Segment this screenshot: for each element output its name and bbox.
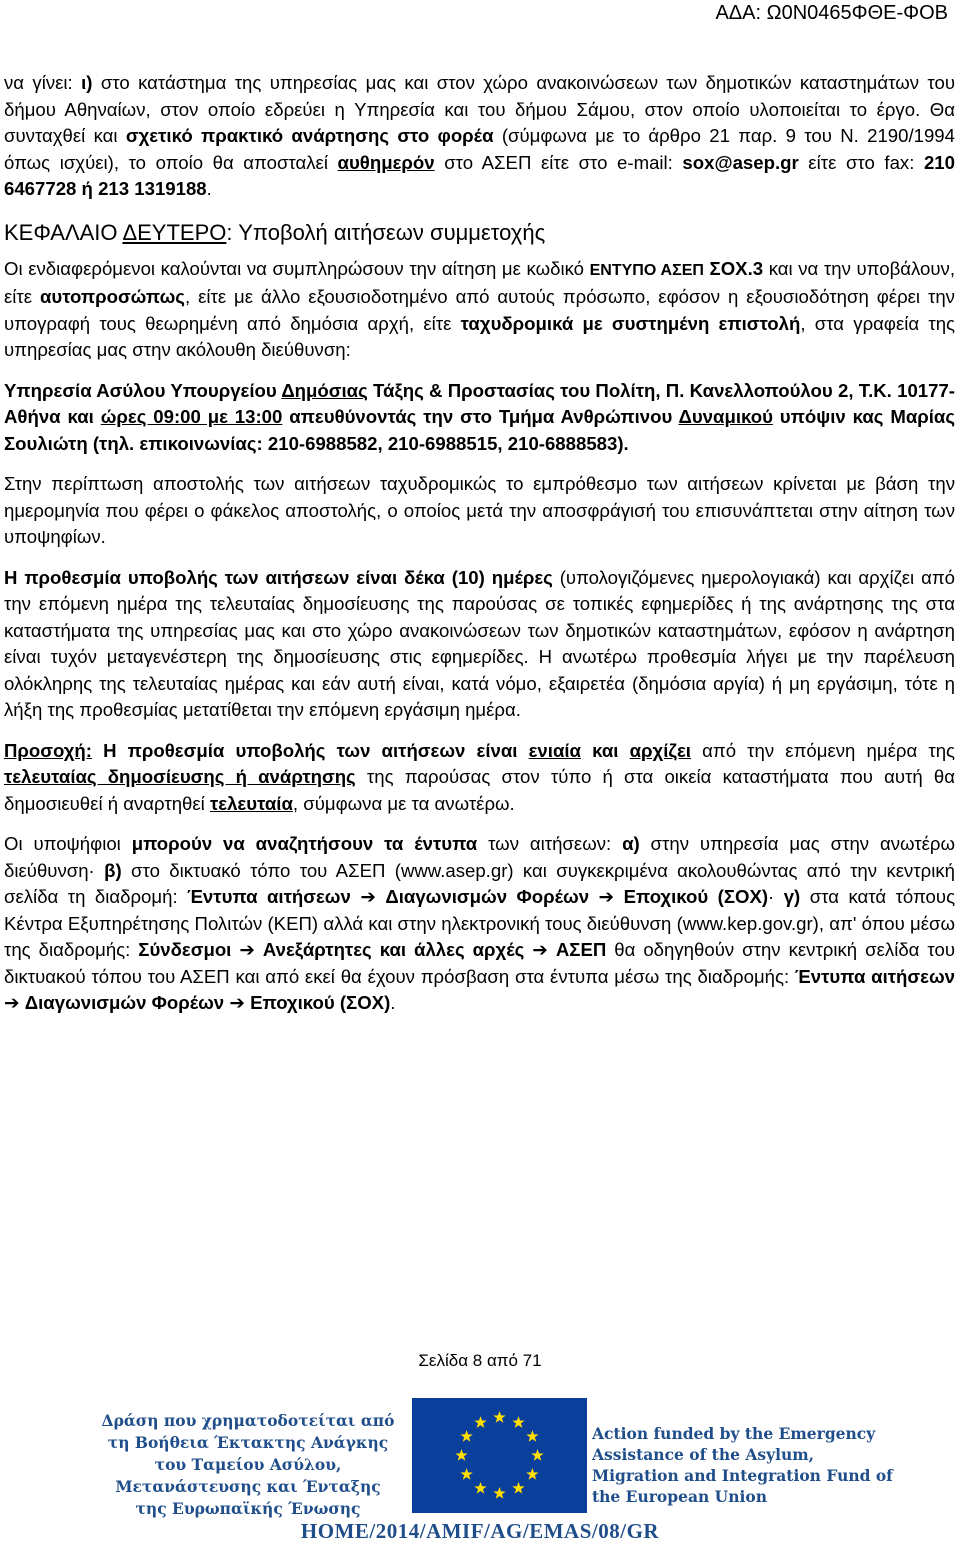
form-code: ΕΝΤΥΠΟ ΑΣΕΠ [589, 261, 704, 279]
text: Εποχικού (ΣΟΧ) [623, 886, 769, 907]
text: β) [104, 859, 122, 881]
star-icon [474, 1482, 486, 1494]
text: (σύμφωνα με το άρθρο 21 παρ. 9 του Ν. 2190/1994 όπως ισχύει), το οποίο θα αποσταλεί [4, 125, 955, 173]
text: Υπηρεσία Ασύλου Υπουργείου [4, 379, 282, 401]
star-icon [493, 1487, 505, 1499]
text: θα οδηγηθούν στην κεντρική σελίδα του δικτυακού τόπου του ΑΣΕΠ και από εκεί θα έχουν πρόσβαση στα έντυπα μέσω της διαδρομής: [4, 939, 955, 987]
text: υπόψιν κας Μαρίας Σουλιώτη (τηλ. επικοινωνίας: 210-6988582, 210-6988515, 210-6888583). [4, 406, 956, 454]
text: αυτοπροσώπως [39, 286, 185, 307]
star-icon [455, 1449, 467, 1461]
text: Δυναμικού [678, 406, 773, 427]
star-icon [474, 1416, 486, 1428]
text: είτε στο fax: [798, 151, 924, 173]
text: , είτε με άλλο εξουσιοδοτημένο από αυτούς πρόσωπο, εφόσον η εξουσιοδότηση φέρει την υπογραφή τους θεωρημένη από δημόσια αρχή, είτε [4, 286, 955, 334]
text: ταχυδρομικά με συστημένη επιστολή [460, 312, 801, 334]
text: τελευταίας δημοσίευσης ή ανάρτησης [4, 766, 356, 787]
text: Οι υποψήφιοι [4, 833, 132, 854]
text: από την επόμενη ημέρα της [690, 739, 955, 761]
document-body [4, 70, 955, 1031]
text: . [390, 992, 396, 1013]
text: Τάξης & Προστασίας του Πολίτη, Π. Κανελλοπούλου 2, Τ.Κ. 10177- Αθήνα και [4, 379, 955, 427]
text: αυθημερόν [337, 151, 435, 173]
ada-code: ΑΔΑ: Ω0Ν0465ΦΘΕ-ΦΟΒ [715, 2, 948, 24]
paragraph-submission [4, 256, 955, 364]
text: στο κατάστημα της υπηρεσίας μας και στον χώρο ανακοινώσεων των δημοτικών καταστημάτων του δήμου Αθηναίων, στον οποίο εδρεύει η Υπηρεσία και του δήμου Σάμου, στον οποίο υλοποιείται το έργο. Θα συνταχθεί και [4, 72, 955, 146]
arrow-right-icon: ➔ [598, 886, 615, 907]
text: Διαγωνισμών Φορέων [24, 992, 225, 1013]
heading-rest: : Υποβολή αιτήσεων συμμετοχής [226, 219, 546, 245]
text: Διαγωνισμών Φορέων [385, 886, 590, 907]
paragraph-notice [4, 738, 955, 818]
text: των αιτήσεων: [477, 833, 623, 854]
paragraph-postal: Στην περίπτωση αποστολής των αιτήσεων ταχυδρομικώς το εμπρόθεσμο των αιτήσεων κρίνεται με βάση την ημερομηνία που φέρει ο φάκελος αποστολής, ο οποίος μετά την αποσφράγισή του επισυνάπτεται στην αίτηση των υποψηφίων. [4, 473, 955, 547]
star-icon [493, 1411, 505, 1423]
eu-flag-icon [412, 1398, 587, 1513]
footer-text-greek: Δράση που χρηματοδοτείται από τη Βοήθεια Έκτακτης Ανάγκης του Ταμείου Ασύλου, Μετανάστευσης και Ένταξης της Ευρωπαϊκής Ένωσης [101, 1411, 395, 1518]
text: της παρούσας στον τύπο ή στα οικεία καταστήματα που αυτή θα δημοσιευθεί ή αναρτηθεί [4, 766, 955, 814]
text: α) [622, 833, 640, 854]
arrow-right-icon: ➔ [229, 992, 245, 1013]
footer-text-english: Action funded by the Emergency Assistance of the Asylum, Migration and Integration Fund of the European Union [592, 1424, 893, 1506]
text: ι) [81, 72, 93, 93]
arrow-right-icon: ➔ [4, 992, 20, 1013]
text: τελευταία [209, 792, 293, 814]
text: , στα γραφεία της υπηρεσίας μας στην ακόλουθη διεύθυνση: [4, 312, 955, 360]
paragraph-forms [4, 831, 955, 1017]
star-icon [531, 1449, 543, 1461]
text: Η προθεσμία υποβολής των αιτήσεων είναι δέκα (10) ημέρες [4, 566, 553, 588]
text: στο ΑΣΕΠ είτε στο e-mail: [434, 151, 683, 173]
text: . [206, 178, 212, 199]
star-icon [460, 1468, 472, 1480]
text: στο δικτυακό τόπο του ΑΣΕΠ (www.asep.gr) και συγκεκριμένα ακολουθώντας από την κεντρική σελίδα τη διαδρομή: [4, 859, 955, 907]
text: Έντυπα αιτήσεων [794, 965, 955, 987]
chapter-heading [4, 218, 955, 248]
text: να γίνει: [4, 72, 82, 93]
eu-flag-stars [412, 1398, 587, 1513]
office-hours: ώρες 09:00 με 13:00 [100, 406, 283, 427]
text: Δημόσιας [281, 379, 368, 401]
text: γ) [783, 886, 801, 907]
star-icon [512, 1416, 524, 1428]
text: αρχίζει [629, 739, 691, 761]
text: Η προθεσμία υποβολής των αιτήσεων είναι [91, 739, 529, 761]
heading-prefix: ΚΕΦΑΛΑΙΟ [4, 219, 123, 245]
page-number: Σελίδα 8 από 71 [418, 1351, 542, 1370]
heading-underlined: ΔΕΥΤΕΡΟ [122, 219, 227, 245]
arrow-right-icon: ➔ [532, 939, 548, 960]
footer [0, 1395, 960, 1555]
text: στα κατά τόπους Κέντρα Εξυπηρέτησης Πολιτών (ΚΕΠ) αλλά και στην ηλεκτρονική τους διεύθυνση (www.kep.gov.gr), απ' όπου μέσω της διαδρομής: [4, 886, 956, 960]
text: ενιαία [528, 739, 581, 761]
text: Ανεξάρτητες και άλλες αρχές [262, 939, 525, 960]
text: , σύμφωνα με τα ανωτέρω. [292, 792, 515, 814]
text: (υπολογιζόμενες ημερολογιακά) και αρχίζει από την επόμενη ημέρα της τελευταίας δημοσίευσης της παρούσας σε τοπικές εφημερίδες ή της ανάρτησης της στα καταστήματα της υπηρεσίας μας και στο χώρο ανακοινώσεων των δημοτικών καταστημάτων, εφόσον η ανάρτηση είναι τυχόν μεταγενέστερη της δημοσίευσης στις εφημερίδες. Η ανωτέρω προθεσμία λήγει με την παρέλευση ολόκληρης της τελευταίας ημέρας και εάν αυτή είναι, κατά νόμο, εξαιρετέα (δημόσια αργία) ή μη εργάσιμη, τότε η λήξη της προθεσμίας μετατίθεται την επόμενη εργάσιμη ημέρα. [4, 566, 956, 720]
text: · [768, 886, 784, 907]
notice-label: Προσοχή: [4, 739, 92, 761]
arrow-right-icon: ➔ [360, 886, 376, 907]
text: Οι ενδιαφερόμενοι καλούνται να συμπληρώσουν την αίτηση με κωδικό [4, 257, 590, 279]
text: και να την υποβάλουν, είτε [4, 257, 956, 307]
arrow-right-icon: ➔ [239, 939, 255, 960]
star-icon [512, 1482, 524, 1494]
text: μπορούν να αναζητήσουν τα έντυπα [131, 833, 478, 854]
text: Σύνδεσμοι [138, 939, 232, 960]
star-icon [526, 1430, 538, 1442]
text: Έντυπα αιτήσεων [187, 886, 351, 907]
project-code: HOME/2014/AMIF/AG/EMAS/08/GR [300, 1519, 660, 1543]
paragraph-deadline [4, 565, 955, 724]
paragraph-address [4, 378, 955, 458]
text: σχετικό πρακτικό ανάρτησης στο φορέα [125, 125, 494, 146]
text: ΑΣΕΠ [555, 939, 607, 960]
star-icon [526, 1468, 538, 1480]
star-icon [460, 1430, 472, 1442]
fax-numbers: 210 6467728 ή 213 1319188 [4, 151, 955, 199]
text: απευθύνοντάς την στο Τμήμα Ανθρώπινου [282, 406, 679, 427]
text: και [580, 739, 630, 761]
form-code: ΣΟΧ.3 [703, 257, 764, 279]
text: στην υπηρεσία μας στην ανωτέρω διεύθυνση· [4, 833, 955, 881]
paragraph-posting [4, 70, 955, 203]
text: Εποχικού (ΣΟΧ) [250, 992, 391, 1013]
email-link[interactable]: sox@asep.gr [682, 151, 799, 173]
